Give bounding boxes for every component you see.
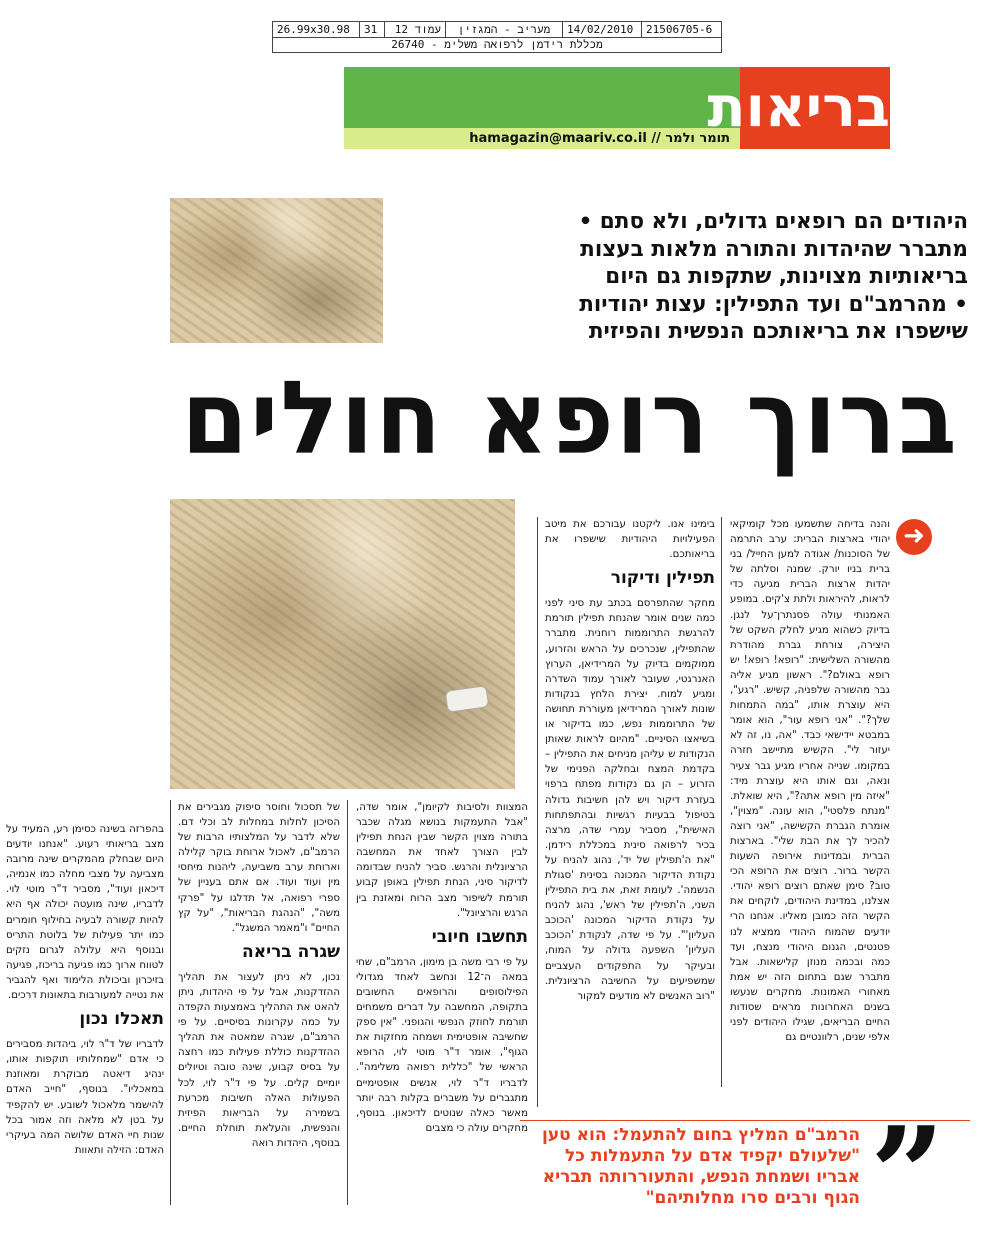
subheadline-line-1: היהודים הם רופאים גדולים, ולא סתם • מתברר שהיהדות והתורה מלאות בעצות בריאותיות מצוינות, שתקפות גם היום: [578, 209, 968, 289]
column-4-heading: שגרה בריאה: [242, 941, 340, 962]
clip-size: 26.99x30.98: [277, 23, 350, 36]
byline-email[interactable]: hamagazin@maariv.co.il: [469, 131, 647, 146]
clip-id: 21506705-6: [641, 22, 716, 37]
article-column-3: [356, 800, 528, 1205]
column-3-heading: תחשבו חיובי: [431, 926, 528, 947]
column-1-text: והנה בדיחה שתשמעו מכל קומיקאי יהודי בארצות הברית: ערב התרמה של הסוכנות/ אגודה למען החייל/ בני ברית בניו יורק. שמנה וסלתה של יהדות ארצות הברית מגיעה כדי לראות, להיראות ולתת צ'קים. במופע האמנותי עולה פסנתרן־על לנגן. בדיוק כשהוא מגיע לחלק השקט של היצירה, צורחת גברת מהודרת מהשורה השלישית: "רופא! רופא! יש רופא באולם?". ראשון מגיע אליה גבר מהשורה שלפניה, קשיש. "רגע", היא עוצרת אותו, "במה התמחות שלך?". "אני רופא עור", הוא אומר במבטא יידישאי כבד. "אה, נו, זה לא יעזור לי". הקשיש מתיישב חזרה במקומו. שנייה אחריו מגיע גבר צעיר ונאה, וגם אותו היא עוצרת מיד: "איזה מין רופא אתה?", היא שואלת. "מנתח פלסטי", הוא עונה. "מצוין", אומרת הגברת הקשישה, "אני רוצה להכיר לך את הבת שלי". בארצות הברית ובמדינות אירופה השעות הקשר ברור. רוצים את הרופא הכי טוב? סימן שאתם רוצים רופא יהודי. אצלנו, במדינת היהודים, לוקחים את הקשר הזה כמובן מאליו. אנחנו הרי יודעים שהמוח היהודי ממציא לנו פטנטים, הגנום היהודי מנצח, ועד כמה ובכמה מנוזן קלישאות. אבל מתברר שגם בתחום הזה יש אמת מאחורי האמונות. מחקרים שנעשו בשנים האחרונות מראים שסודות החיים הבריאים, שגילו היהודים לפני אלפי שנים, רלוונטיים גם: [730, 519, 890, 1044]
column-3-body: על פי רבי משה בן מימון, הרמב"ם, שחי במאה ה־12 ונחשב לאחד מגדולי הפילוסופים והרופאים החשובים בתקופה, המחשבה על דברים משמחים תורמת לחוזק הנפשי והגופני. "אין ספק שחשיבה אופטימית ושמחה מחזקות את הגוף", אומר ד"ר מוטי לוי, הרופא הראשי של "כללית רפואה משלימה". לדבריו ד"ר לוי, אנשים אופטימיים מתגברים על משברים בקלות רבה יותר מאשר כאלה שנוטים לדיכאון. בנוסף, מחקרים עולה כי מצבים: [356, 956, 528, 1134]
clip-page-label: עמוד 12: [384, 22, 445, 37]
quote-mark-icon: ”: [870, 1098, 945, 1251]
subheadline-line-2: • מהרמב"ם ועד התפילין: עצות יהודיות שישפרו את בריאותכם הנפשית והפיזית: [579, 291, 968, 344]
column-4-body: נכון, לא ניתן לעצור את תהליך ההזדקנות, אבל על פי היהדות, ניתן להאט את התהליך באמצעות הקפדה על כמה עקרונות בסיסיים. על פי הרמב"ם, שגרה שמאטה את תהליך ההזדקנות כוללת פעילות כמו רחצה על בסיס קבוע, שינה טובה וטיולים יומיים קלים. על פי ד"ר לוי, לכל הפעולות האלה חשיבות מכרעת בשמירה על הבריאות הפיזית והנפשית, והעלאת תוחלת החיים. בנוסף, היהדות רואה: [178, 971, 340, 1149]
byline: [375, 129, 730, 149]
column-5-heading: תאכלו נכון: [79, 1009, 164, 1030]
article-column-5: [6, 822, 164, 1205]
column-rule: [537, 517, 538, 1107]
column-3-text: המצוות ולסיבות לקיומן", אומר שדה, "אבל התעמקות בנושא מגלה שכבר בתורה מצוין הקשר שבין הנחת תפילין לבין הצורך לאחד את המחשבה הרציונלית והרגש. סביר להניח שבדומה לדיקור סיני, הנחת תפילין באופן קבוע תורמת לשיפור מצב הרוח ומאזנת בין הרגש והרציונל".: [356, 802, 528, 919]
column-4-text: של תסכול וחוסר סיפוק מגבירים את הסיכון לחלות במחלות לב וכלי דם. שלא לדבר על המלצותיו הרבות של הרמב"ם, לאכול ארוחת בוקר קלילה וארוחת ערב משביעה, ליהנות מיחסי מין ועוד ועוד. אם אתם בעניין של ספרי רפואה, אל תדלגו על "פרקי משה", "הנהגת הבריאות", "על קץ החיים" ו"מאמר המשגל".: [178, 802, 340, 934]
column-5-text: בהפרזה בשינה כסימן רע, המעיד על מצב בריאותי רעוע. "אנחנו יודעים היום שבחלק מהמקרים שינה מרובה מצביעה על מצבי מחלה כמו אנמיה, דיכאון ועוד", מסביר ד"ר מוטי לוי. לדבריו, שינה מועטה יכולה אף היא להיות קשורה לבעיה בחילוף חומרים כמו יתר פעילות של בלוטת התריס ובנוסף היא עלולה לגרום נזקים לטווח ארוך כמו פגיעה בריכוז, פגיעה בזיכרון וביכולת הלימוד ואף להגביר את נטייה למעורבות בתאונות דרכים.: [6, 824, 164, 1002]
clipping-header: [272, 21, 722, 53]
section-tag: בריאות: [740, 67, 890, 149]
column-rule: [347, 800, 348, 1205]
clip-date: 14/02/2010: [562, 22, 641, 37]
clip-page-num: 31: [359, 22, 384, 37]
headline: ברוך רופא חולים: [181, 359, 959, 477]
continue-arrow-icon: ➜: [896, 519, 932, 555]
article-column-1: [730, 517, 890, 1087]
wall-photo-top: [170, 198, 383, 343]
column-2-heading: תפילין ודיקור: [610, 568, 715, 589]
clip-publication: מעריב - המגזין: [445, 22, 562, 37]
article-column-2: [545, 517, 715, 1107]
column-5-body: לדבריו של ד"ר לוי, ביהדות מסבירים כי אדם "שמחלותיו תוקפות אותו, ינהיג דיאטה מבוקרת ומאוזנת במאכליו". בנוסף, "חייב האדם להישמר מלאכול לשובע. יש להקפיד על בטן לא מלאה וזה אמור בכל שנות חיי האדם שלושה המה בעיקרי האדם: הזילה ותאוות: [6, 1039, 164, 1156]
pullquote: [520, 1125, 860, 1209]
byline-author: תומר ולמר //: [651, 131, 730, 146]
column-rule: [170, 800, 171, 1205]
subheadline: [540, 208, 968, 346]
pullquote-text: הרמב"ם המליץ בחום להתעמל: הוא טען "שלעולם יקפיד אדם על התעמלות כל אבריו ושמחת הנפש, והתעוררותה תבריא הגוף ורבים סרו מחלותיהם": [542, 1125, 860, 1208]
wall-photo-main: [170, 499, 515, 789]
article-column-4: [178, 800, 340, 1205]
clip-client: מכללת רידמן לרפואה משלימ - 26740: [391, 38, 603, 51]
column-rule: [721, 517, 722, 1087]
column-2-body: מחקר שהתפרסם בכתב עת סיני לפני כמה שנים אומר שהנחת תפילין תורמת להרגשת התרוממות רוחנית. מתברר שהתפילין, שנכרכים על הראש והזרוע, ממוקמים בדיוק על המרידיאן, הערוץ האנרגטי, שעובר לאורך עמוד השדרה ומגיע למוח. יצירת הלחץ בנקודות שונות לאורך המרידיאן מעוררת תחושה של התרוממות נפש, כמו בדיקור או בשיאצו הסיניים. "מהיום לראות שאותן הנקודות ש עליהן מניחים את התפילין – בקדמת המצח ובחלקה הפנימי של הזרוע – הן גם נקודות מפתח ברפוי בעזרת דיקור ויש להן חשיבות גדולה בטיפול בבעיות רגשיות ובהתפתחות האישית", מסביר עמרי שדה, מרצה בכיר לרפואה סינית במכללת רידמן. "את ה'תפילין של יד', נהוג להניח על נקודת הדיקור המכונה בסינית 'סגולת הנשמה'. לעומת זאת, את בית התפילין השני, ה'תפילין של ראש', נהוג להניח על נקודת הדיקור המכונה 'הכוכב העליון'". על פי שדה, לנקודת 'הכוכב העליון' השפעה גדולה על המוח, ובעיקר על התפקודים העצביים שמשפיעים על החשיבה הרציונלית. "רוב האנשים לא מודעים למקור: [545, 598, 715, 1002]
column-2-intro: בימינו אנו. ליקטנו עבורכם את מיטב הפעילויות היהודיות שישפרו את בריאותכם.: [545, 519, 715, 561]
